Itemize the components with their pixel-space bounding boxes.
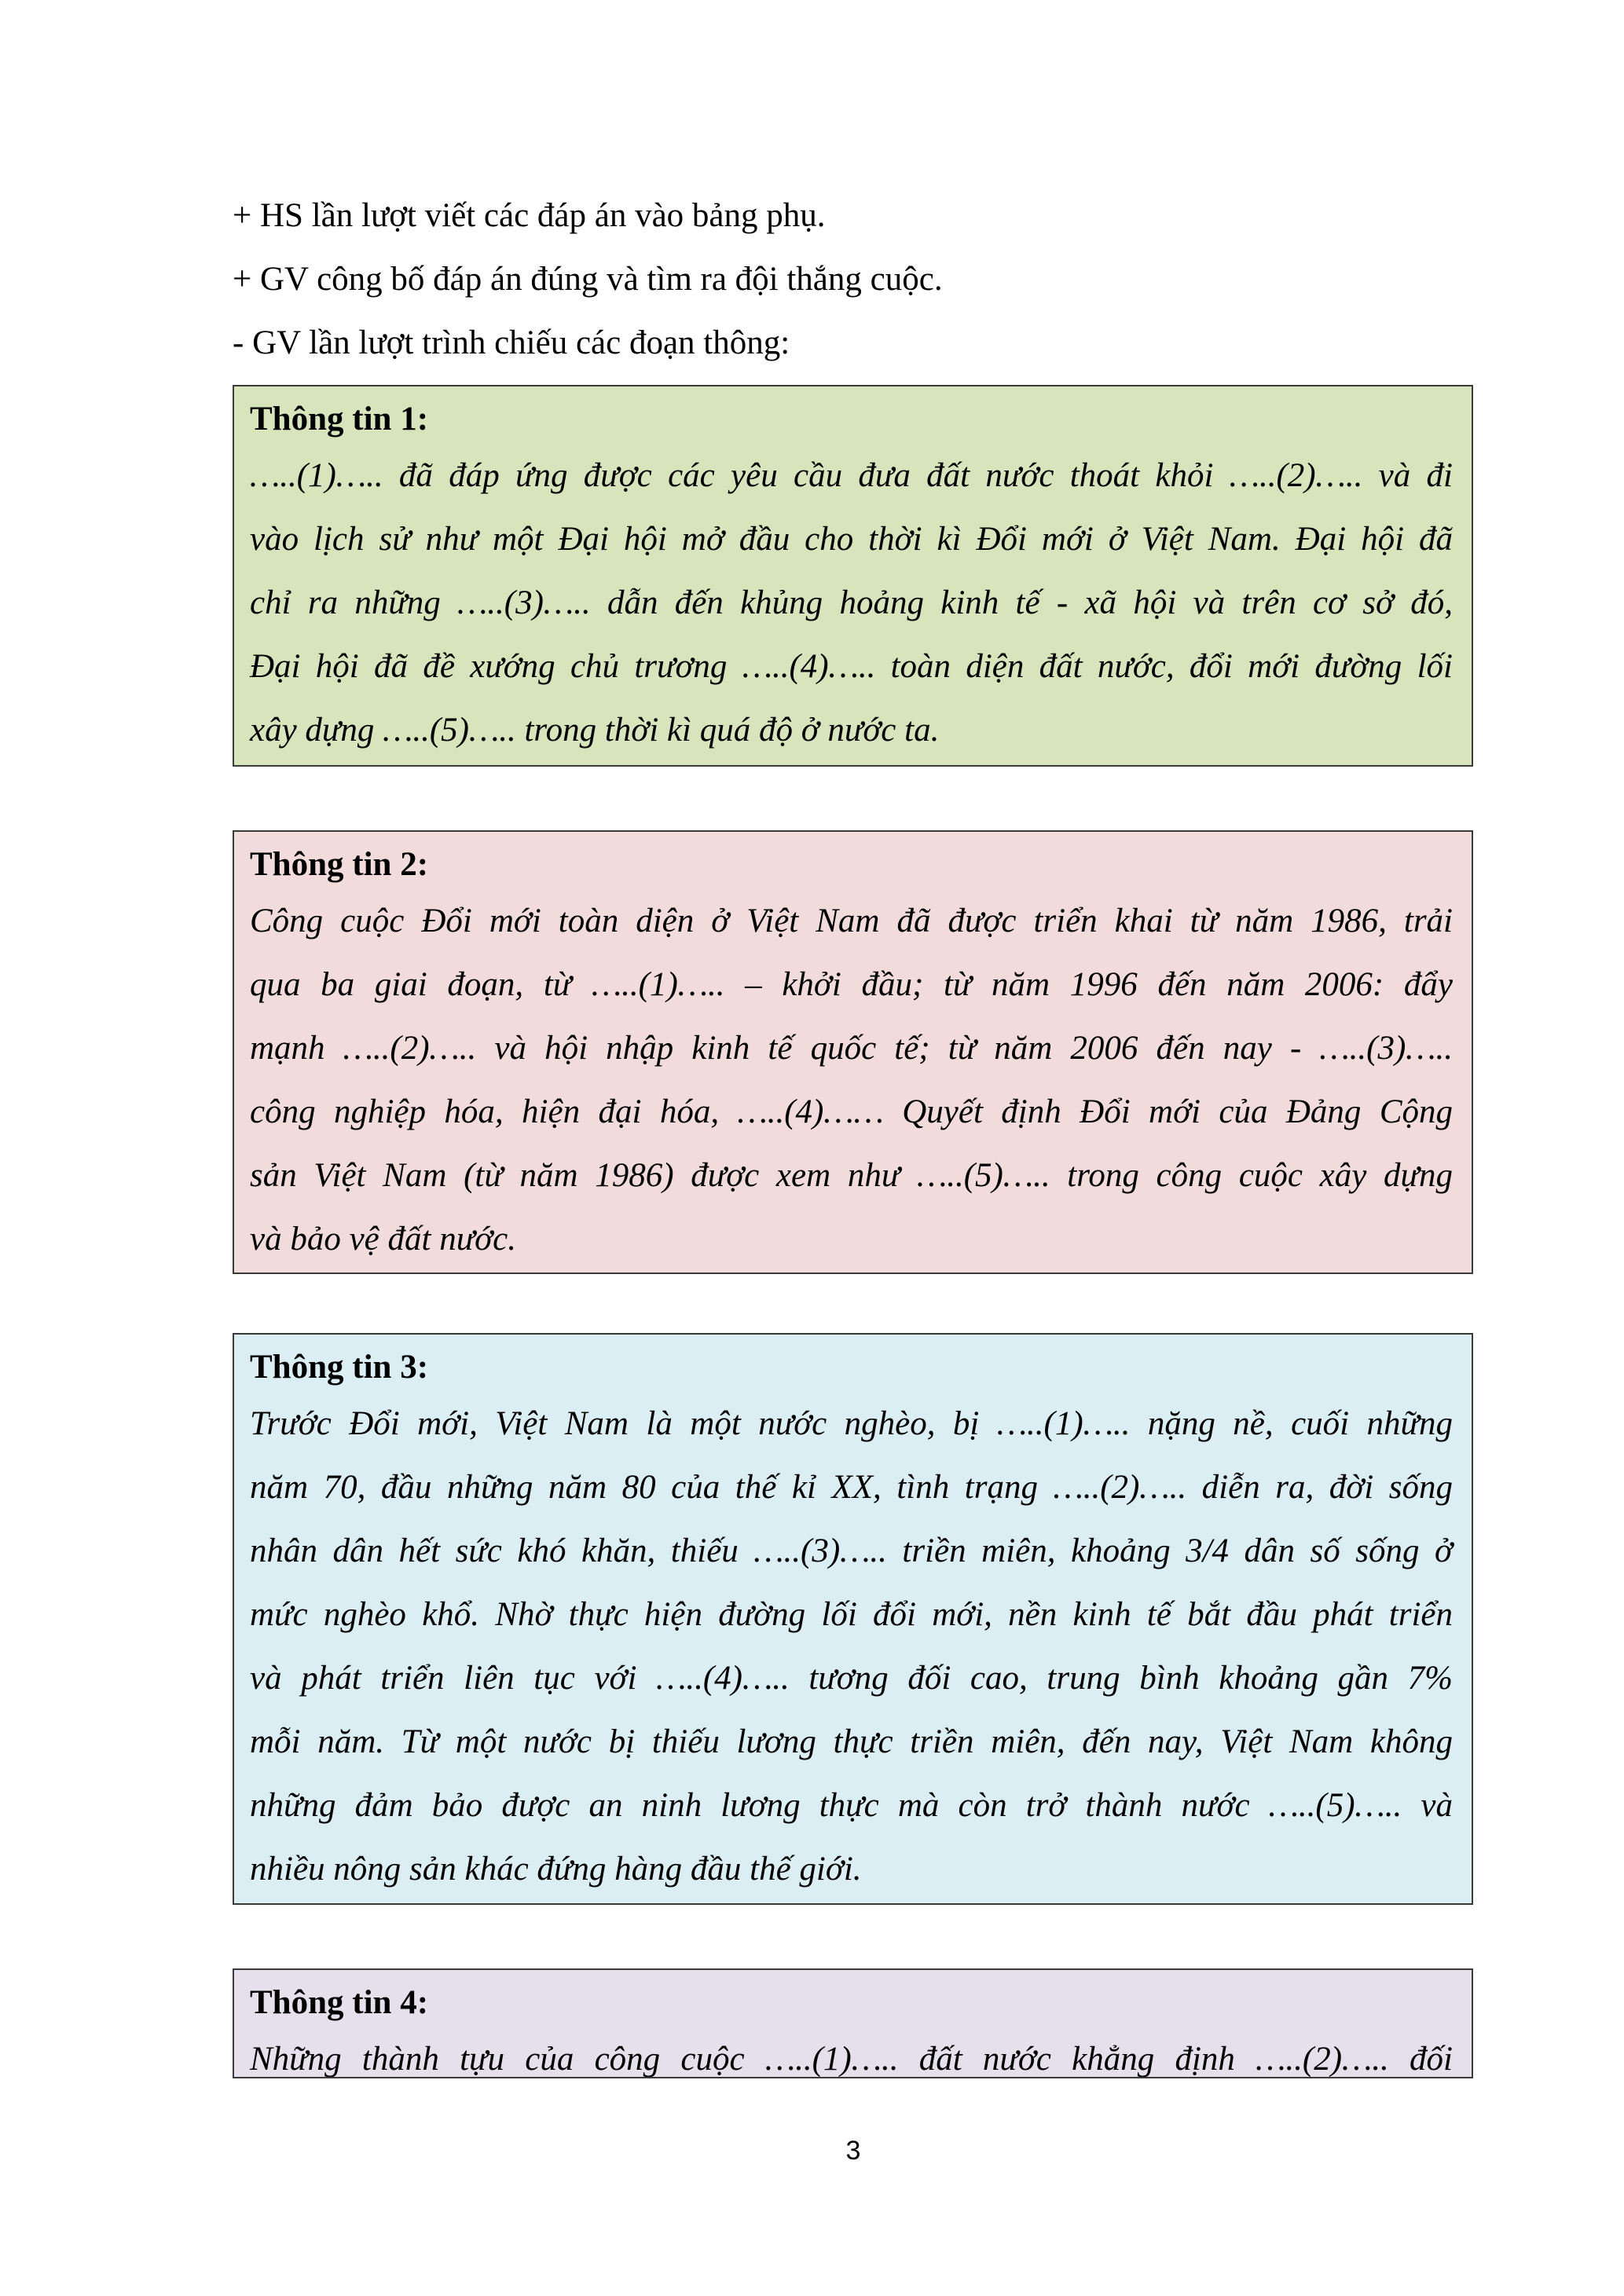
info-box-3-title: Thông tin 3: (250, 1349, 429, 1386)
intro-line-2: + GV công bố đáp án đúng và tìm ra đội thắng cuộc. (233, 261, 943, 298)
info-box-2-line: công nghiệp hóa, hiện đại hóa, …..(4)…… Quyết định Đổi mới của Đảng Cộng (250, 1093, 1453, 1130)
info-box-3-line: mỗi năm. Từ một nước bị thiếu lương thực triền miên, đến nay, Việt Nam không (250, 1723, 1453, 1760)
info-box-3-line: và phát triển liên tục với …..(4)….. tương đối cao, trung bình khoảng gần 7% (250, 1660, 1453, 1697)
info-box-3 (233, 1333, 1473, 1905)
info-box-2 (233, 830, 1473, 1274)
page-number: 3 (845, 2136, 861, 2166)
info-box-3-body (250, 1392, 1453, 1901)
info-box-3-line: mức nghèo khổ. Nhờ thực hiện đường lối đổi mới, nền kinh tế bắt đầu phát triển (250, 1596, 1453, 1633)
info-box-3-line: nhiều nông sản khác đứng hàng đầu thế giới. (250, 1851, 862, 1888)
info-box-2-line: Công cuộc Đổi mới toàn diện ở Việt Nam đã được triển khai từ năm 1986, trải (250, 903, 1453, 939)
info-box-1-title: Thông tin 1: (250, 401, 429, 438)
intro-line-1: + HS lần lượt viết các đáp án vào bảng phụ. (233, 197, 826, 234)
info-box-3-line: năm 70, đầu những năm 80 của thế kỉ XX, tình trạng …..(2)….. diễn ra, đời sống (250, 1469, 1453, 1506)
info-box-2-title: Thông tin 2: (250, 846, 429, 883)
info-box-3-line: nhân dân hết sức khó khăn, thiếu …..(3)….. triền miên, khoảng 3/4 dân số sống ở (250, 1532, 1453, 1569)
info-box-1 (233, 385, 1473, 767)
info-box-4-line: Những thành tựu của công cuộc …..(1)….. đất nước khẳng định …..(2)….. đối (250, 2041, 1453, 2078)
info-box-1-line: Đại hội đã đề xướng chủ trương …..(4)….. toàn diện đất nước, đổi mới đường lối (250, 648, 1453, 685)
info-box-2-line: qua ba giai đoạn, từ …..(1)….. – khởi đầu; từ năm 1996 đến năm 2006: đẩy (250, 966, 1453, 1003)
info-box-2-line: mạnh …..(2)….. và hội nhập kinh tế quốc tế; từ năm 2006 đến nay - …..(3)….. (250, 1030, 1453, 1067)
info-box-3-line: Trước Đổi mới, Việt Nam là một nước nghèo, bị …..(1)….. nặng nề, cuối những (250, 1405, 1453, 1442)
info-box-2-line: sản Việt Nam (từ năm 1986) được xem như …..(5)….. trong công cuộc xây dựng (250, 1157, 1453, 1194)
info-box-2-body (250, 889, 1453, 1271)
info-box-1-line: vào lịch sử như một Đại hội mở đầu cho thời kì Đổi mới ở Việt Nam. Đại hội đã (250, 521, 1453, 558)
intro-line-3: - GV lần lượt trình chiếu các đoạn thông: (233, 324, 790, 361)
info-box-4-body (250, 2027, 1453, 2078)
info-box-3-line: những đảm bảo được an ninh lương thực mà còn trở thành nước …..(5)….. và (250, 1787, 1453, 1824)
info-box-4-title: Thông tin 4: (250, 1984, 429, 2021)
info-box-4 (233, 1968, 1473, 2078)
info-box-1-line: chỉ ra những …..(3)….. dẫn đến khủng hoảng kinh tế - xã hội và trên cơ sở đó, (250, 584, 1453, 621)
info-box-1-body (250, 444, 1453, 762)
info-box-1-line: …..(1)….. đã đáp ứng được các yêu cầu đưa đất nước thoát khỏi …..(2)….. và đi (250, 457, 1453, 494)
info-box-1-line: xây dựng …..(5)….. trong thời kì quá độ ở nước ta. (250, 712, 940, 749)
info-box-2-line: và bảo vệ đất nước. (250, 1221, 516, 1258)
